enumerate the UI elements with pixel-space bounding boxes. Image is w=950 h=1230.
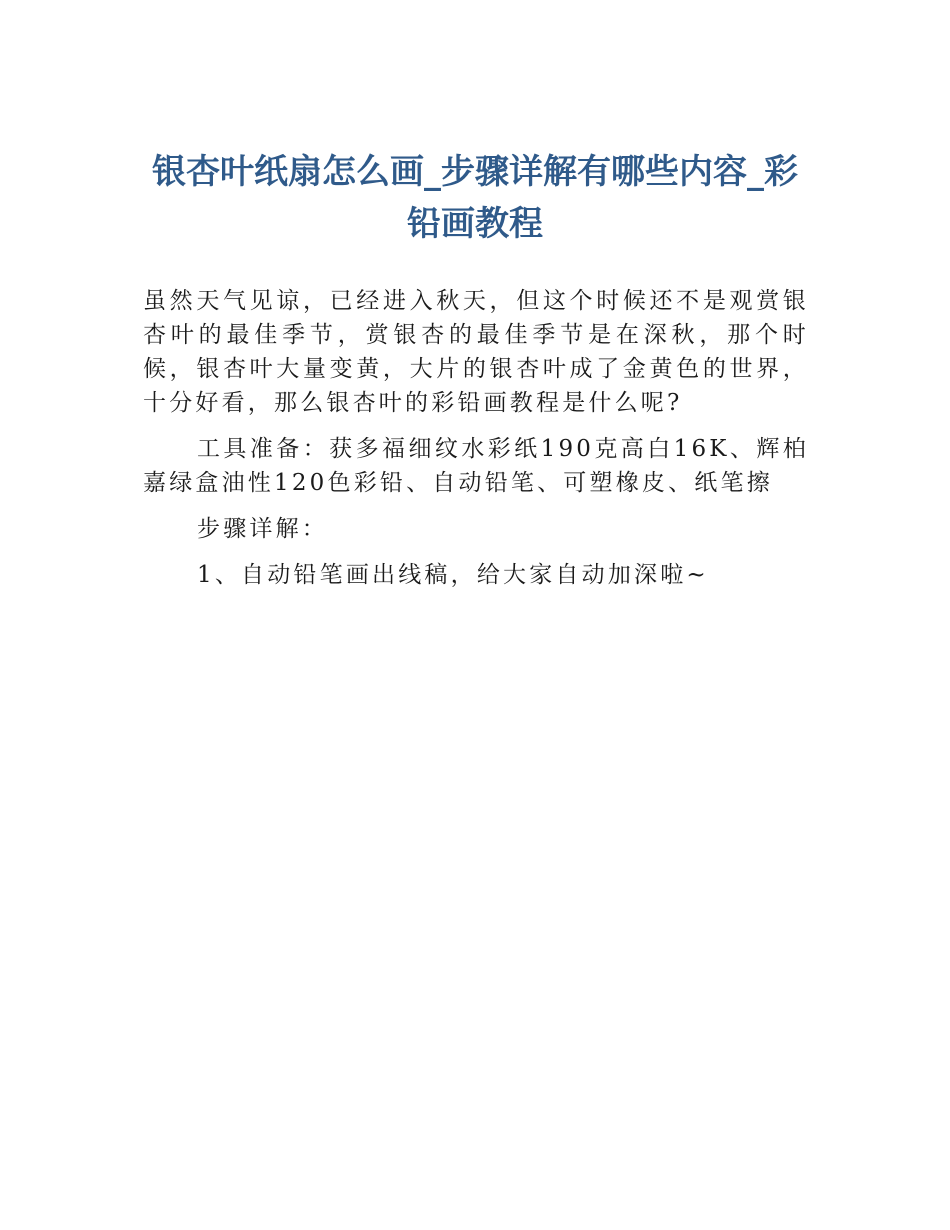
intro-paragraph: 虽然天气见谅，已经进入秋天，但这个时候还不是观赏银杏叶的最佳季节，赏银杏的最佳季节是在深秋，那个时候，银杏叶大量变黄，大片的银杏叶成了金黄色的世界，十分好看，那么银杏叶的彩铅画教程是什么呢? (143, 288, 809, 416)
tools-paragraph: 工具准备：获多福细纹水彩纸190克高白16K、辉柏嘉绿盒油性120色彩铅、自动铅笔、可塑橡皮、纸笔擦 (143, 436, 809, 496)
article-body (143, 284, 809, 604)
page-title: 银杏叶纸扇怎么画_步骤详解有哪些内容_彩铅画教程 (152, 152, 798, 244)
step-1-paragraph: 1、自动铅笔画出线稿，给大家自动加深啦~ (197, 562, 709, 588)
steps-heading: 步骤详解： (197, 516, 328, 542)
